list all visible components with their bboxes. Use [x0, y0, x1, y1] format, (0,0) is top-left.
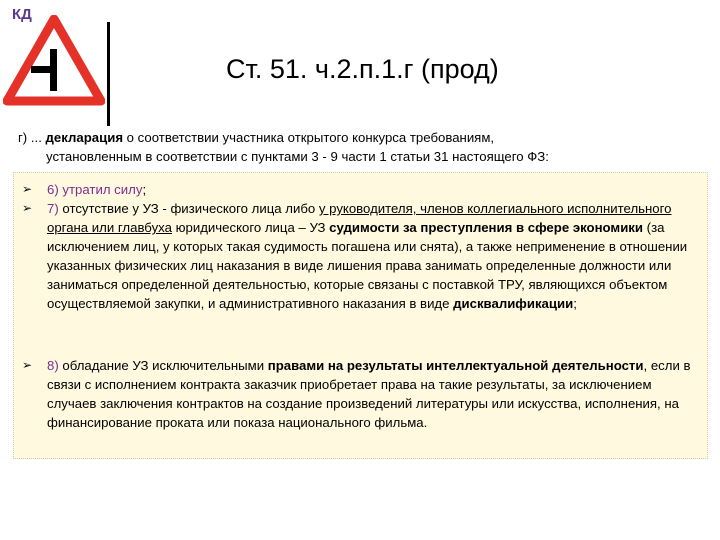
list-item-6 — [22, 180, 702, 199]
list-item-8 — [22, 356, 702, 432]
item-8-text-3: , если в связи с исполнением контракта заказчик приобретает права на такие результаты, за исключением случаев заключения контрактов на создание произведений литературы или искусства, исполнения, на финансирование проката или показа национального фильма. — [47, 358, 691, 430]
intro-rest: о соответствии участника открытого конкурса требованиям, — [123, 130, 495, 145]
item-8-text-1: обладание УЗ исключительными — [58, 358, 268, 373]
intro-line-1 — [18, 128, 708, 147]
item-7-number: 7) — [47, 201, 59, 216]
item-7-bold-2: дисквалификации — [453, 296, 574, 311]
item-8-bold: правами на результаты интеллектуальной деятельности — [267, 358, 644, 373]
road-warning-sign-icon — [3, 15, 105, 107]
item-7-text-3: юридического лица – УЗ — [171, 220, 330, 235]
logo-text: КД — [12, 6, 32, 23]
item-7-tail: ; — [573, 296, 577, 311]
list-item-7 — [22, 199, 702, 313]
title-divider — [107, 22, 110, 126]
item-7-underlined: у руководителя, членов коллегиального исполнительного органа или главбуха — [47, 201, 672, 235]
item-7-text-5: (за исключением лиц, у которых такая судимость погашена или снята), а также неприменение в отношении указанных физических лиц наказания в виде лишения права занимать определенные должности или заниматься определенной деятельностью, которые связаны с поставкой ТРУ, являющихся объектом осуществляемой закупки, и административного наказания в виде — [47, 220, 688, 311]
item-8-number: 8) — [47, 358, 59, 373]
intro-line-2: установленным в соответствии с пунктами 3 - 9 части 1 статьи 31 настоящего ФЗ: — [46, 149, 549, 164]
item-6-number: 6) — [47, 182, 59, 197]
item-6-text: утратил силу — [58, 182, 143, 197]
bullet-arrow-icon: ➢ — [22, 358, 33, 372]
item-6-tail: ; — [142, 182, 147, 197]
item-7-bold-1: судимости за преступления в сфере экономики — [329, 220, 644, 235]
intro-paragraph — [18, 128, 708, 166]
intro-prefix: г) ... — [18, 130, 46, 145]
bullet-arrow-icon: ➢ — [22, 201, 33, 215]
bullet-arrow-icon: ➢ — [22, 182, 33, 196]
item-7-text-1: отсутствие у УЗ - физического лица либо — [58, 201, 319, 216]
intro-bold: декларация — [45, 130, 124, 145]
slide-title: Ст. 51. ч.2.п.1.г (прод) — [226, 54, 499, 84]
